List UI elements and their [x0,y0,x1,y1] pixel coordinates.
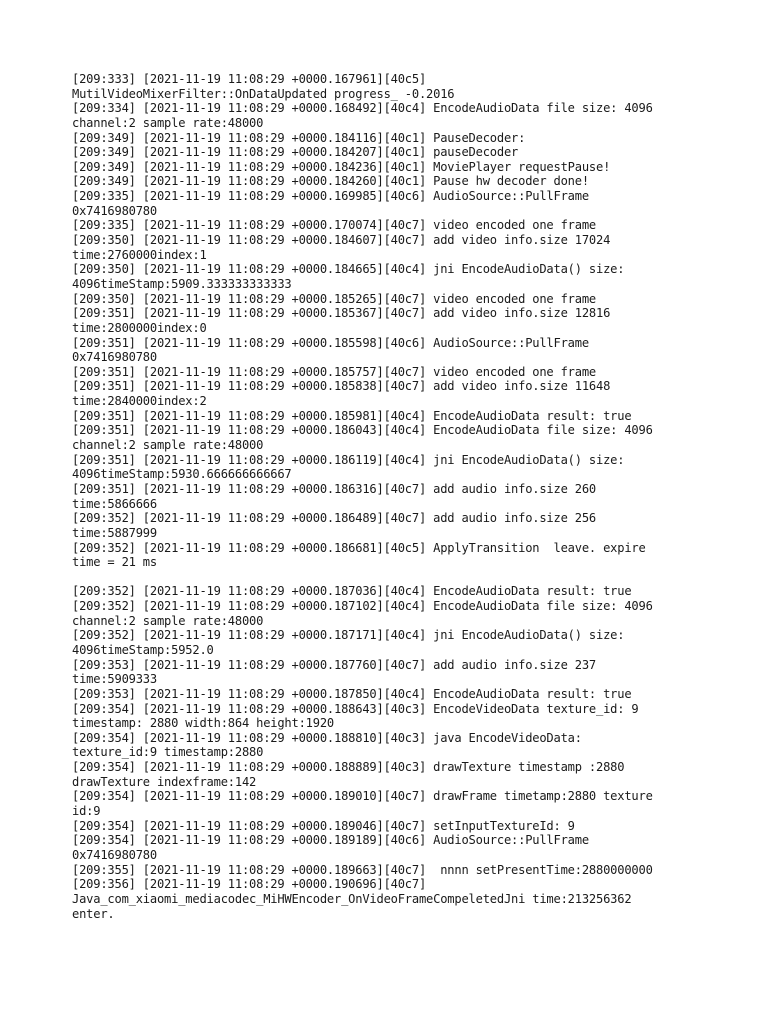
log-line: [209:350] [2021-11-19 11:08:29 +0000.184665][40c4] jni EncodeAudioData() size: [72,262,625,277]
log-line: 0x7416980780 [72,203,157,218]
log-line: channel:2 sample rate:48000 [72,115,264,130]
log-line: [209:350] [2021-11-19 11:08:29 +0000.185265][40c7] video encoded one frame [72,291,596,306]
log-line: [209:335] [2021-11-19 11:08:29 +0000.170074][40c7] video encoded one frame [72,218,596,233]
log-line: id:9 [72,804,101,819]
log-line [72,570,696,585]
log-line: [209:351] [2021-11-19 11:08:29 +0000.185598][40c6] AudioSource::PullFrame [72,335,589,350]
log-line: time:5909333 [72,672,157,687]
log-line: [209:349] [2021-11-19 11:08:29 +0000.184116][40c1] PauseDecoder: [72,130,526,145]
log-line: time:2800000index:0 [72,320,207,335]
log-line: [209:355] [2021-11-19 11:08:29 +0000.189663][40c7] nnnn setPresentTime:2880000000 [72,862,653,877]
log-line: enter. [72,906,115,921]
log-line: [209:351] [2021-11-19 11:08:29 +0000.186316][40c7] add audio info.size 260 [72,481,596,496]
log-line: [209:335] [2021-11-19 11:08:29 +0000.169985][40c6] AudioSource::PullFrame [72,189,589,204]
log-line: [209:349] [2021-11-19 11:08:29 +0000.184207][40c1] pauseDecoder [72,145,519,160]
log-line: time:2760000index:1 [72,247,207,262]
log-line: [209:351] [2021-11-19 11:08:29 +0000.186043][40c4] EncodeAudioData file size: 4096 [72,423,653,438]
log-line: 0x7416980780 [72,350,157,365]
log-line: [209:354] [2021-11-19 11:08:29 +0000.189046][40c7] setInputTextureId: 9 [72,818,575,833]
log-line: [209:354] [2021-11-19 11:08:29 +0000.188643][40c3] EncodeVideoData texture_id: 9 [72,701,639,716]
log-line: MutilVideoMixerFilter::OnDataUpdated progress_ -0.2016 [72,86,455,101]
log-line: channel:2 sample rate:48000 [72,438,264,453]
log-line: 4096timeStamp:5909.333333333333 [72,276,292,291]
log-line: [209:334] [2021-11-19 11:08:29 +0000.168492][40c4] EncodeAudioData file size: 4096 [72,101,653,116]
log-line: 4096timeStamp:5952.0 [72,642,214,657]
log-line: [209:350] [2021-11-19 11:08:29 +0000.184607][40c7] add video info.size 17024 [72,233,611,248]
log-line: [209:356] [2021-11-19 11:08:29 +0000.190696][40c7] [72,877,427,892]
log-text-block [72,72,696,921]
log-line: [209:354] [2021-11-19 11:08:29 +0000.189010][40c7] drawFrame timetamp:2880 texture [72,789,653,804]
log-line: [209:352] [2021-11-19 11:08:29 +0000.186489][40c7] add audio info.size 256 [72,511,596,526]
log-line: [209:349] [2021-11-19 11:08:29 +0000.184260][40c1] Pause hw decoder done! [72,174,589,189]
log-line: texture_id:9 timestamp:2880 [72,745,264,760]
log-line: [209:352] [2021-11-19 11:08:29 +0000.186681][40c5] ApplyTransition leave. expire [72,540,646,555]
log-line: time:5887999 [72,525,157,540]
log-line: 4096timeStamp:5930.666666666667 [72,467,292,482]
log-line: [209:351] [2021-11-19 11:08:29 +0000.185981][40c4] EncodeAudioData result: true [72,408,632,423]
log-line: [209:354] [2021-11-19 11:08:29 +0000.188889][40c3] drawTexture timestamp :2880 [72,760,625,775]
log-line: Java_com_xiaomi_mediacodec_MiHWEncoder_OnVideoFrameCompeletedJni time:213256362 [72,891,632,906]
log-line: [209:353] [2021-11-19 11:08:29 +0000.187760][40c7] add audio info.size 237 [72,657,596,672]
log-line: [209:351] [2021-11-19 11:08:29 +0000.185367][40c7] add video info.size 12816 [72,306,611,321]
log-line: [209:349] [2021-11-19 11:08:29 +0000.184236][40c1] MoviePlayer requestPause! [72,159,611,174]
log-line: [209:354] [2021-11-19 11:08:29 +0000.189189][40c6] AudioSource::PullFrame [72,833,589,848]
log-line: [209:351] [2021-11-19 11:08:29 +0000.185838][40c7] add video info.size 11648 [72,379,611,394]
log-line: time:5866666 [72,496,157,511]
log-line: [209:353] [2021-11-19 11:08:29 +0000.187850][40c4] EncodeAudioData result: true [72,686,632,701]
log-line: [209:352] [2021-11-19 11:08:29 +0000.187171][40c4] jni EncodeAudioData() size: [72,628,625,643]
log-line: 0x7416980780 [72,847,157,862]
log-line: [209:333] [2021-11-19 11:08:29 +0000.167961][40c5] [72,72,427,86]
log-line: [209:351] [2021-11-19 11:08:29 +0000.186119][40c4] jni EncodeAudioData() size: [72,452,625,467]
log-line: time = 21 ms [72,555,157,570]
log-line: time:2840000index:2 [72,394,207,409]
log-line: [209:352] [2021-11-19 11:08:29 +0000.187102][40c4] EncodeAudioData file size: 4096 [72,599,653,614]
log-line: [209:352] [2021-11-19 11:08:29 +0000.187036][40c4] EncodeAudioData result: true [72,584,632,599]
log-line: timestamp: 2880 width:864 height:1920 [72,716,334,731]
log-line: [209:354] [2021-11-19 11:08:29 +0000.188810][40c3] java EncodeVideoData: [72,730,582,745]
log-line: [209:351] [2021-11-19 11:08:29 +0000.185757][40c7] video encoded one frame [72,364,596,379]
log-line: drawTexture indexframe:142 [72,774,257,789]
log-line: channel:2 sample rate:48000 [72,613,264,628]
